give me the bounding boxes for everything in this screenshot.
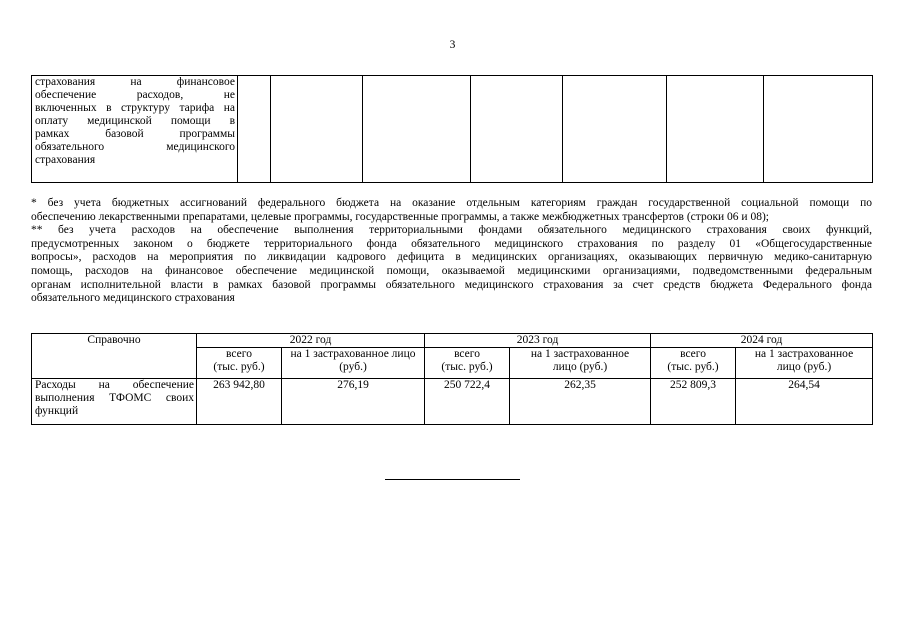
- footnotes: [31, 197, 872, 306]
- subheader-line: лицо (руб.): [552, 361, 608, 373]
- subheader-line: на 1 застрахованное: [530, 348, 630, 360]
- empty-cell: [563, 76, 667, 183]
- empty-cell: [363, 76, 471, 183]
- footnote-1: [31, 197, 872, 224]
- fragment-line: страхования: [35, 154, 96, 166]
- top-fragment-table: [31, 75, 873, 183]
- subheader-total: [651, 348, 736, 379]
- row-label-line: выполнения ТФОМС своих: [35, 392, 194, 404]
- footnote-line: вопросы», расходов на мероприятия по ликвидации кадрового дефицита в медицинских организациях, оказывающих первичную медико-санитарную: [31, 251, 872, 264]
- subheader-line: (тыс. руб.): [667, 361, 719, 373]
- empty-cell: [238, 76, 271, 183]
- page-number: 3: [449, 39, 456, 51]
- subheader-line: всего: [454, 348, 480, 360]
- fragment-line: обязательного медицинского: [35, 141, 235, 153]
- empty-cell: [271, 76, 363, 183]
- subheader-line: всего: [226, 348, 252, 360]
- subheader-line: (тыс. руб.): [213, 361, 265, 373]
- subheader-per-insured: [510, 348, 651, 379]
- reference-header-cell: [32, 334, 197, 379]
- value-cell: 250 722,4: [425, 379, 510, 425]
- footnote-line: обязательного медицинского страхования: [31, 292, 235, 305]
- row-label-line: Расходы на обеспечение: [35, 379, 194, 391]
- value-cell: 252 809,3: [651, 379, 736, 425]
- subheader-total: [197, 348, 282, 379]
- fragment-line: рамках базовой программы: [35, 128, 235, 140]
- value-cell: 263 942,80: [197, 379, 282, 425]
- subheader-per-insured: [736, 348, 873, 379]
- subheader-line: (тыс. руб.): [441, 361, 493, 373]
- top-fragment-label-cell: [32, 76, 238, 183]
- year-header: 2022 год: [197, 334, 425, 348]
- value-cell: 262,35: [510, 379, 651, 425]
- empty-cell: [471, 76, 563, 183]
- year-header: 2023 год: [425, 334, 651, 348]
- footnote-line: обеспечению лекарственными препаратами, целевые программы, государственные программы, а также межбюджетных трансфертов (строки 06 и 08);: [31, 210, 769, 223]
- subheader-line: лицо (руб.): [776, 361, 832, 373]
- subheader-per-insured: [282, 348, 425, 379]
- year-header: 2024 год: [651, 334, 873, 348]
- value-cell: 276,19: [282, 379, 425, 425]
- end-divider-line: [385, 479, 520, 480]
- empty-cell: [667, 76, 764, 183]
- row-label-line: функций: [35, 405, 79, 417]
- value-cell: 264,54: [736, 379, 873, 425]
- footnote-2: [31, 224, 872, 306]
- subheader-line: на 1 застрахованное лицо: [290, 348, 416, 360]
- subheader-line: на 1 застрахованное: [754, 348, 854, 360]
- subheader-line: (руб.): [339, 361, 367, 373]
- reference-table: [31, 333, 873, 425]
- reference-header-label: Справочно: [87, 334, 141, 346]
- fragment-line: включенных в структуру тарифа на: [35, 102, 235, 114]
- fragment-line: оплату медицинской помощи в: [35, 115, 235, 127]
- footnote-line: органам исполнительной власти в рамках базовой программы обязательного медицинского страхования за счет средств бюджета Федерального фонда: [31, 278, 872, 291]
- fragment-line: обеспечение расходов, не: [35, 89, 235, 101]
- footnote-line: предусмотренных законом о бюджете территориального фонда обязательного медицинского страхования по разделу 01 «Общегосударственные: [31, 237, 872, 250]
- fragment-line: страхования на финансовое: [35, 76, 235, 88]
- subheader-line: всего: [680, 348, 706, 360]
- subheader-total: [425, 348, 510, 379]
- footnote-line: помощь, расходов на финансовое обеспечение медицинской помощи, оказываемой медицинскими организациями, подведомственными федеральным: [31, 264, 872, 277]
- row-label-cell: [32, 379, 197, 425]
- empty-cell: [764, 76, 873, 183]
- footnote-line: ** без учета расходов на обеспечение выполнения территориальными фондами обязательного медицинского страхования своих функций,: [31, 224, 872, 237]
- footnote-line: * без учета бюджетных ассигнований федерального бюджета на оказание отдельным категориям граждан государственной социальной помощи по: [31, 197, 872, 209]
